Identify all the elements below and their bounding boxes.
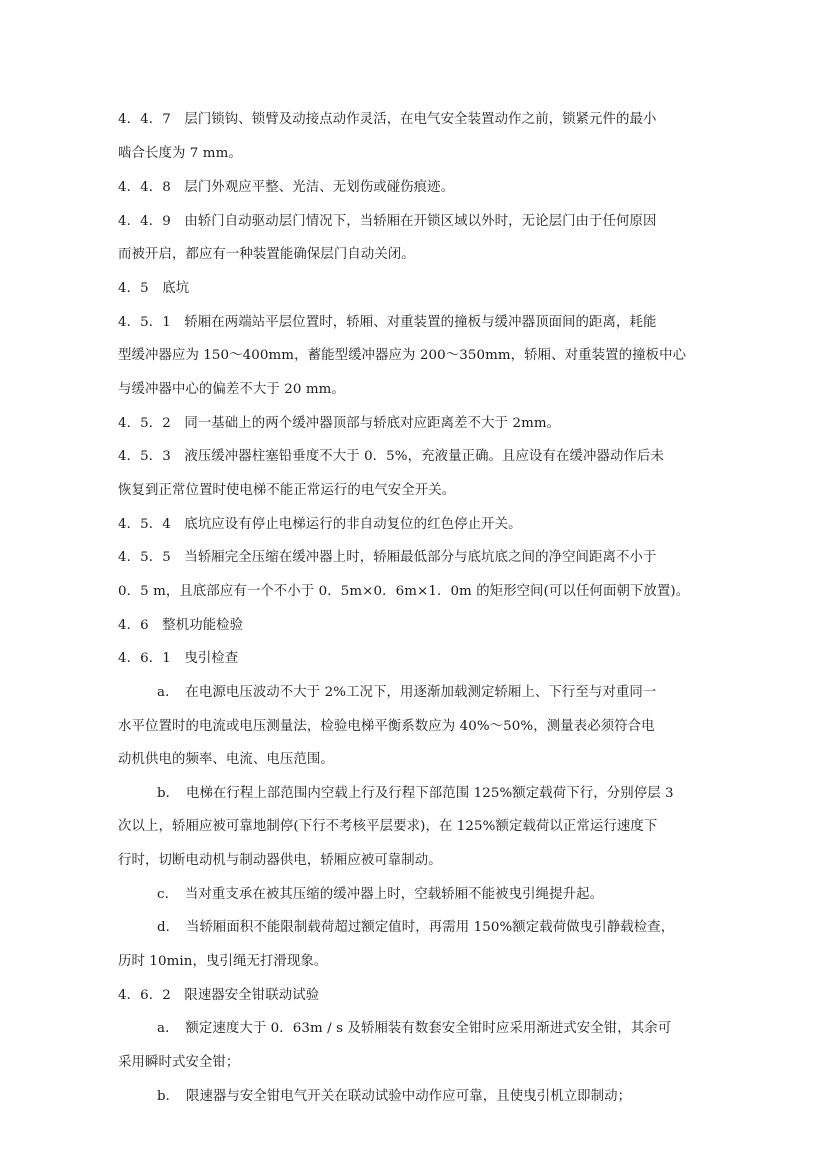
item-a-line-1: a． 在电源电压波动不大于 2%工况下，用逐渐加载测定轿厢上、下行至与对重同一: [157, 685, 657, 700]
item-b-line-3: 行时，切断电动机与制动器供电，轿厢应被可靠制动。: [118, 853, 442, 868]
clause-4-5-5-line-1: 4．5．5 当轿厢完全压缩在缓冲器上时，轿厢最低部分与底坑底之间的净空间距离不小于: [118, 550, 657, 565]
clause-4-4-8: 4．4．8 层门外观应平整、光洁、无划伤或碰伤痕迹。: [118, 180, 455, 195]
item-b-2: b． 限速器与安全钳电气开关在联动试验中动作应可靠，且使曳引机立即制动；: [157, 1089, 632, 1104]
clause-4-5-3-line-1: 4．5．3 液压缓冲器柱塞铅垂度不大于 0．5%，充液量正确。且应设有在缓冲器动作后未: [118, 449, 664, 464]
clause-4-5-1-line-1: 4．5．1 轿厢在两端站平层位置时，轿厢、对重装置的撞板与缓冲器顶面间的距离，耗能: [118, 315, 657, 330]
item-a-2-line-2: 采用瞬时式安全钳；: [118, 1055, 240, 1070]
clause-4-5-1-line-3: 与缓冲器中心的偏差不大于 20 mm。: [118, 382, 345, 397]
clause-4-5-4: 4．5．4 底坑应设有停止电梯运行的非自动复位的红色停止开关。: [118, 517, 522, 532]
item-c: c． 当对重支承在被其压缩的缓冲器上时，空载轿厢不能被曳引绳提升起。: [157, 887, 604, 902]
clause-4-4-9-line-1: 4．4．9 由轿门自动驱动层门情况下，当轿厢在开锁区域以外时，无论层门由于任何原因: [118, 214, 657, 229]
item-b-line-1: b． 电梯在行程上部范围内空载上行及行程下部范围 125%额定载荷下行，分别停层 3: [157, 786, 674, 801]
clause-4-4-7-line-1: 4．4．7 层门锁钩、锁臂及动接点动作灵活，在电气安全装置动作之前，锁紧元件的最小: [118, 112, 657, 127]
item-a-line-2: 水平位置时的电流或电压测量法，检验电梯平衡系数应为 40%～50%，测量表必须符合电: [118, 719, 655, 734]
clause-4-4-7-line-2: 啮合长度为 7 mm。: [118, 146, 242, 161]
item-b-line-2: 次以上，轿厢应被可靠地制停(下行不考核平层要求)，在 125%额定载荷以正常运行速度下: [118, 819, 658, 834]
clause-4-4-9-line-2: 而被开启，都应有一种装置能确保层门自动关闭。: [118, 247, 415, 262]
item-d-line-2: 历时 10min，曳引绳无打滑现象。: [118, 954, 328, 969]
clause-4-6-2-heading: 4．6．2 限速器安全钳联动试验: [118, 988, 320, 1003]
clause-4-6-1-heading: 4．6．1 曳引检查: [118, 651, 239, 666]
item-d-line-1: d． 当轿厢面积不能限制载荷超过额定值时，再需用 150%额定载荷做曳引静载检查，: [157, 920, 675, 935]
item-a-line-3: 动机供电的频率、电流、电压范围。: [118, 752, 334, 767]
section-4-6-heading: 4．6 整机功能检验: [118, 618, 244, 633]
clause-4-5-1-line-2: 型缓冲器应为 150～400mm，蓄能型缓冲器应为 200～350mm，轿厢、对重装置的撞板中心: [118, 348, 687, 363]
section-4-5-heading: 4．5 底坑: [118, 281, 190, 296]
item-a-2-line-1: a． 额定速度大于 0．63m / s 及轿厢装有数套安全钳时应采用渐进式安全钳，其余可: [157, 1021, 672, 1036]
clause-4-5-3-line-2: 恢复到正常位置时使电梯不能正常运行的电气安全开关。: [118, 483, 456, 498]
clause-4-5-5-line-2: 0．5 m，且底部应有一个不小于 0．5m×0．6m×1．0m 的矩形空间(可以任何面朝下放置)。: [118, 584, 690, 599]
clause-4-5-2: 4．5．2 同一基础上的两个缓冲器顶部与轿底对应距离差不大于 2mm。: [118, 416, 561, 431]
